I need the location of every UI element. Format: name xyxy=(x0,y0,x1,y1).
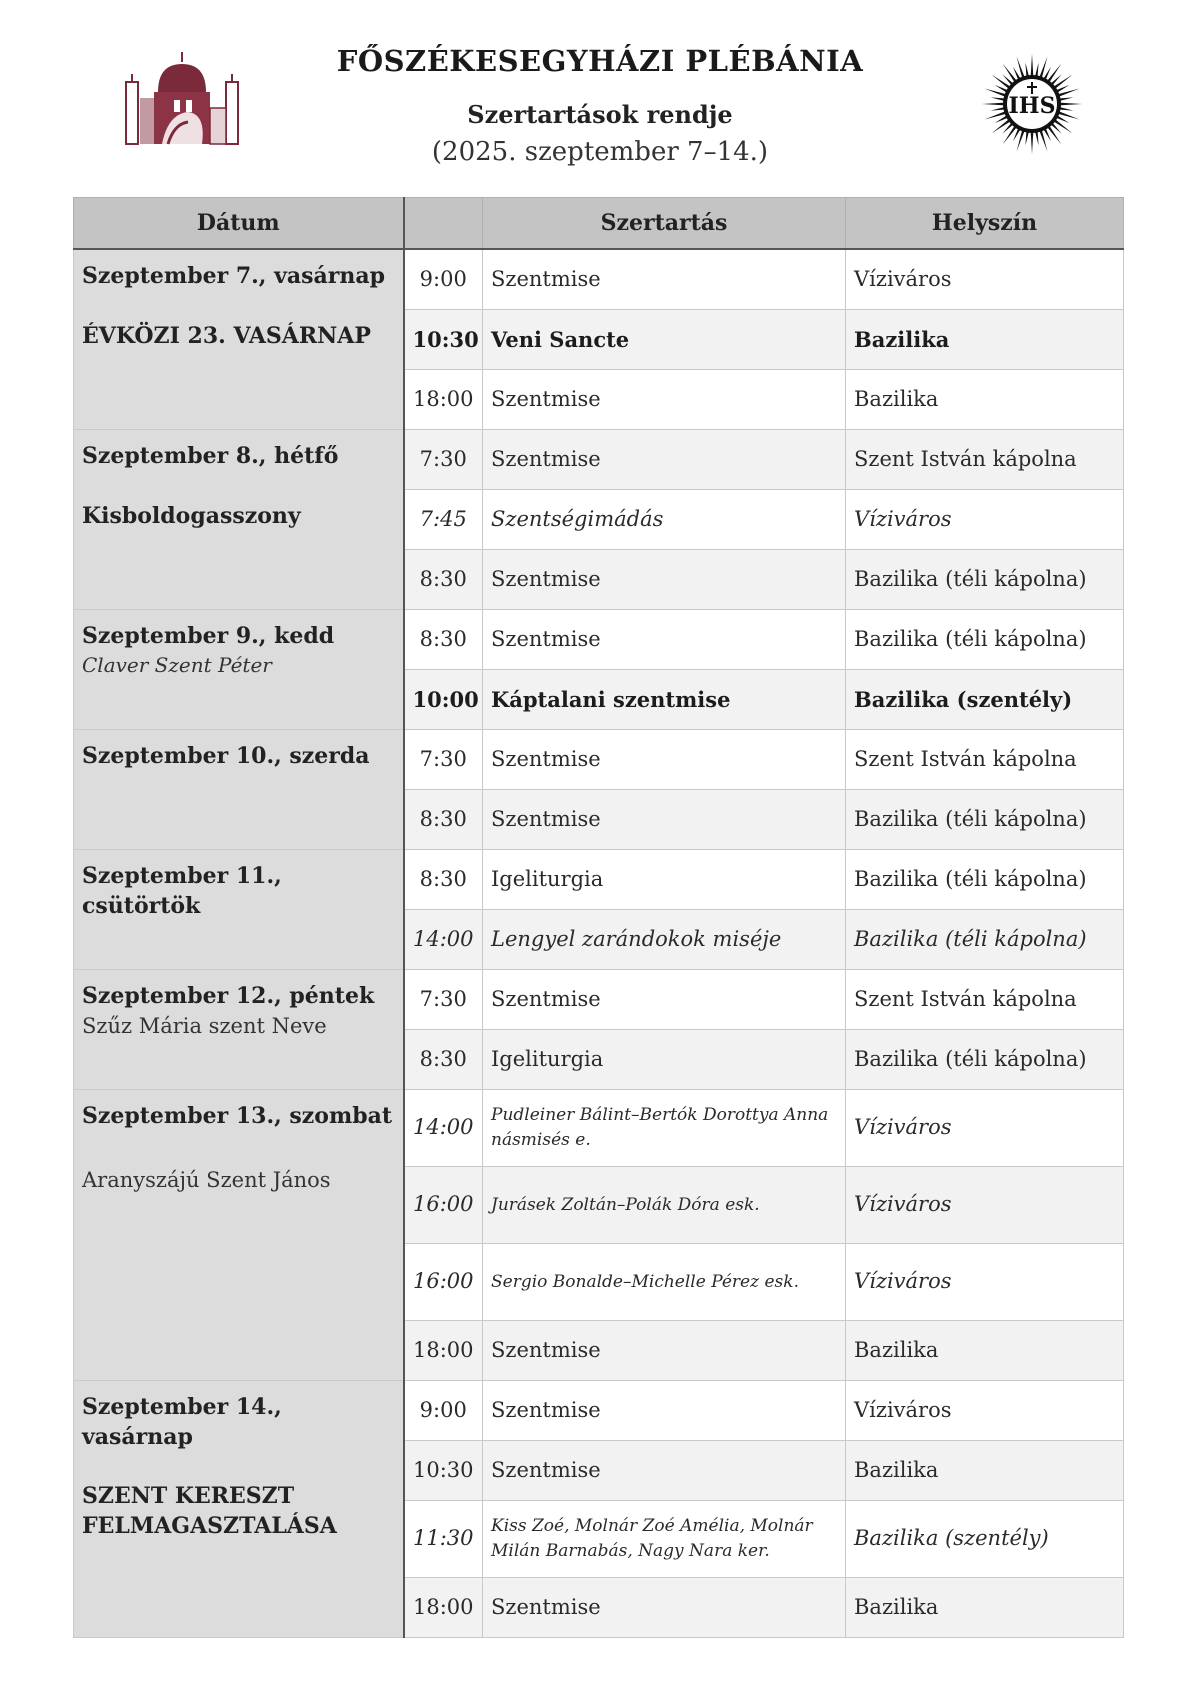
service-cell: Pudleiner Bálint–Bertók Dorottya Anna násmisés e. xyxy=(483,1090,846,1167)
feast-name: Kisboldogasszony xyxy=(82,502,301,529)
page-header xyxy=(0,0,1200,190)
location-cell: Szent István kápolna xyxy=(846,970,1124,1030)
service-cell: Káptalani szentmise xyxy=(483,670,846,730)
time-cell: 14:00 xyxy=(404,910,483,970)
location-cell: Szent István kápolna xyxy=(846,730,1124,790)
location-cell: Bazilika xyxy=(846,1441,1124,1501)
service-cell: Szentmise xyxy=(483,370,846,430)
time-cell: 7:45 xyxy=(404,490,483,550)
time-cell: 18:00 xyxy=(404,370,483,430)
sun-ray xyxy=(1031,131,1034,154)
feast-name: Szűz Mária szent Neve xyxy=(82,1013,327,1038)
location-cell: Bazilika (téli kápolna) xyxy=(846,910,1124,970)
day-date: Szeptember 11., csütörtök xyxy=(82,863,282,919)
header-time xyxy=(404,198,483,250)
location-cell: Bazilika (téli kápolna) xyxy=(846,550,1124,610)
time-cell: 16:00 xyxy=(404,1244,483,1321)
location-cell: Bazilika xyxy=(846,1578,1124,1638)
feast-name: ÉVKÖZI 23. VASÁRNAP xyxy=(82,322,371,349)
location-cell: Víziváros xyxy=(846,1244,1124,1321)
sun-ray xyxy=(1003,64,1018,83)
day-date: Szeptember 9., kedd xyxy=(82,623,335,649)
location-cell: Bazilika xyxy=(846,370,1124,430)
sun-ray xyxy=(982,103,1005,106)
feast-name: SZENT KERESZT FELMAGASZTALÁSA xyxy=(82,1483,337,1540)
location-cell: Szent István kápolna xyxy=(846,430,1124,490)
time-cell: 7:30 xyxy=(404,730,483,790)
time-cell: 9:00 xyxy=(404,249,483,310)
location-cell: Bazilika xyxy=(846,1321,1124,1381)
table-row xyxy=(74,850,1124,910)
time-cell: 8:30 xyxy=(404,550,483,610)
location-cell: Bazilika (szentély) xyxy=(846,670,1124,730)
location-cell: Bazilika (szentély) xyxy=(846,1501,1124,1578)
table-header-row xyxy=(74,198,1124,250)
day-date: Szeptember 14., vasárnap xyxy=(82,1394,282,1450)
location-cell: Víziváros xyxy=(846,1381,1124,1441)
time-cell: 18:00 xyxy=(404,1578,483,1638)
service-cell: Szentmise xyxy=(483,1381,846,1441)
service-cell: Szentmise xyxy=(483,1321,846,1381)
schedule-body xyxy=(74,249,1124,1638)
header-location: Helyszín xyxy=(846,198,1124,250)
location-cell: Bazilika (téli kápolna) xyxy=(846,850,1124,910)
day-cell xyxy=(74,850,404,970)
date-range: (2025. szeptember 7–14.) xyxy=(431,137,769,167)
feast-name: Claver Szent Péter xyxy=(82,652,272,677)
time-cell: 18:00 xyxy=(404,1321,483,1381)
time-cell: 8:30 xyxy=(404,1030,483,1090)
header-service: Szertartás xyxy=(483,198,846,250)
location-cell: Bazilika (téli kápolna) xyxy=(846,610,1124,670)
sun-ray xyxy=(1047,64,1062,83)
day-date: Szeptember 13., szombat xyxy=(82,1103,393,1129)
location-cell: Bazilika xyxy=(846,310,1124,370)
page-subtitle: Szertartások rendje xyxy=(467,100,733,129)
table-row xyxy=(74,1381,1124,1441)
service-cell: Szentmise xyxy=(483,1441,846,1501)
day-date: Szeptember 12., péntek xyxy=(82,983,375,1009)
sun-ray xyxy=(1059,103,1082,106)
sun-ray xyxy=(992,119,1011,134)
time-cell: 14:00 xyxy=(404,1090,483,1167)
sun-ray xyxy=(1003,125,1018,144)
day-cell xyxy=(74,610,404,730)
service-cell: Lengyel zarándokok miséje xyxy=(483,910,846,970)
time-cell: 8:30 xyxy=(404,850,483,910)
service-cell: Jurásek Zoltán–Polák Dóra esk. xyxy=(483,1167,846,1244)
table-row xyxy=(74,430,1124,490)
time-cell: 16:00 xyxy=(404,1167,483,1244)
table-row xyxy=(74,249,1124,310)
location-cell: Bazilika (téli kápolna) xyxy=(846,1030,1124,1090)
header-date: Dátum xyxy=(74,198,404,250)
table-row xyxy=(74,970,1124,1030)
service-cell: Szentmise xyxy=(483,550,846,610)
sun-ray xyxy=(1053,119,1072,134)
page-title: FŐSZÉKESEGYHÁZI PLÉBÁNIA xyxy=(336,44,864,78)
service-cell: Szentmise xyxy=(483,790,846,850)
service-cell: Szentmise xyxy=(483,249,846,310)
location-cell: Víziváros xyxy=(846,249,1124,310)
day-date: Szeptember 8., hétfő xyxy=(82,443,339,469)
day-date: Szeptember 10., szerda xyxy=(82,743,370,769)
service-cell: Kiss Zoé, Molnár Zoé Amélia, Molnár Milán Barnabás, Nagy Nara ker. xyxy=(483,1501,846,1578)
day-date: Szeptember 7., vasárnap xyxy=(82,263,386,289)
ihs-sun-emblem-icon xyxy=(980,52,1084,160)
service-cell: Szentmise xyxy=(483,430,846,490)
day-cell xyxy=(74,1381,404,1638)
ihs-monogram: IHS xyxy=(1008,93,1056,119)
service-cell: Szentmise xyxy=(483,730,846,790)
sun-ray xyxy=(1053,75,1072,90)
time-cell: 10:00 xyxy=(404,670,483,730)
service-cell: Igeliturgia xyxy=(483,1030,846,1090)
day-cell xyxy=(74,249,404,430)
time-cell: 9:00 xyxy=(404,1381,483,1441)
sun-ray xyxy=(992,75,1011,90)
table-row xyxy=(74,610,1124,670)
time-cell: 11:30 xyxy=(404,1501,483,1578)
service-cell: Igeliturgia xyxy=(483,850,846,910)
time-cell: 8:30 xyxy=(404,610,483,670)
service-cell: Sergio Bonalde–Michelle Pérez esk. xyxy=(483,1244,846,1321)
sun-ray xyxy=(1031,54,1034,77)
service-cell: Veni Sancte xyxy=(483,310,846,370)
location-cell: Víziváros xyxy=(846,490,1124,550)
day-cell xyxy=(74,430,404,610)
time-cell: 8:30 xyxy=(404,790,483,850)
day-cell xyxy=(74,1090,404,1381)
feast-name: Aranyszájú Szent János xyxy=(82,1167,331,1192)
time-cell: 10:30 xyxy=(404,1441,483,1501)
service-cell: Szentségimádás xyxy=(483,490,846,550)
location-cell: Víziváros xyxy=(846,1090,1124,1167)
service-cell: Szentmise xyxy=(483,610,846,670)
table-row xyxy=(74,730,1124,790)
schedule-table xyxy=(73,197,1124,1638)
time-cell: 10:30 xyxy=(404,310,483,370)
location-cell: Bazilika (téli kápolna) xyxy=(846,790,1124,850)
day-cell xyxy=(74,970,404,1090)
table-row xyxy=(74,1090,1124,1167)
time-cell: 7:30 xyxy=(404,430,483,490)
service-cell: Szentmise xyxy=(483,1578,846,1638)
time-cell: 7:30 xyxy=(404,970,483,1030)
service-cell: Szentmise xyxy=(483,970,846,1030)
sun-ray xyxy=(1047,125,1062,144)
day-cell xyxy=(74,730,404,850)
location-cell: Víziváros xyxy=(846,1167,1124,1244)
